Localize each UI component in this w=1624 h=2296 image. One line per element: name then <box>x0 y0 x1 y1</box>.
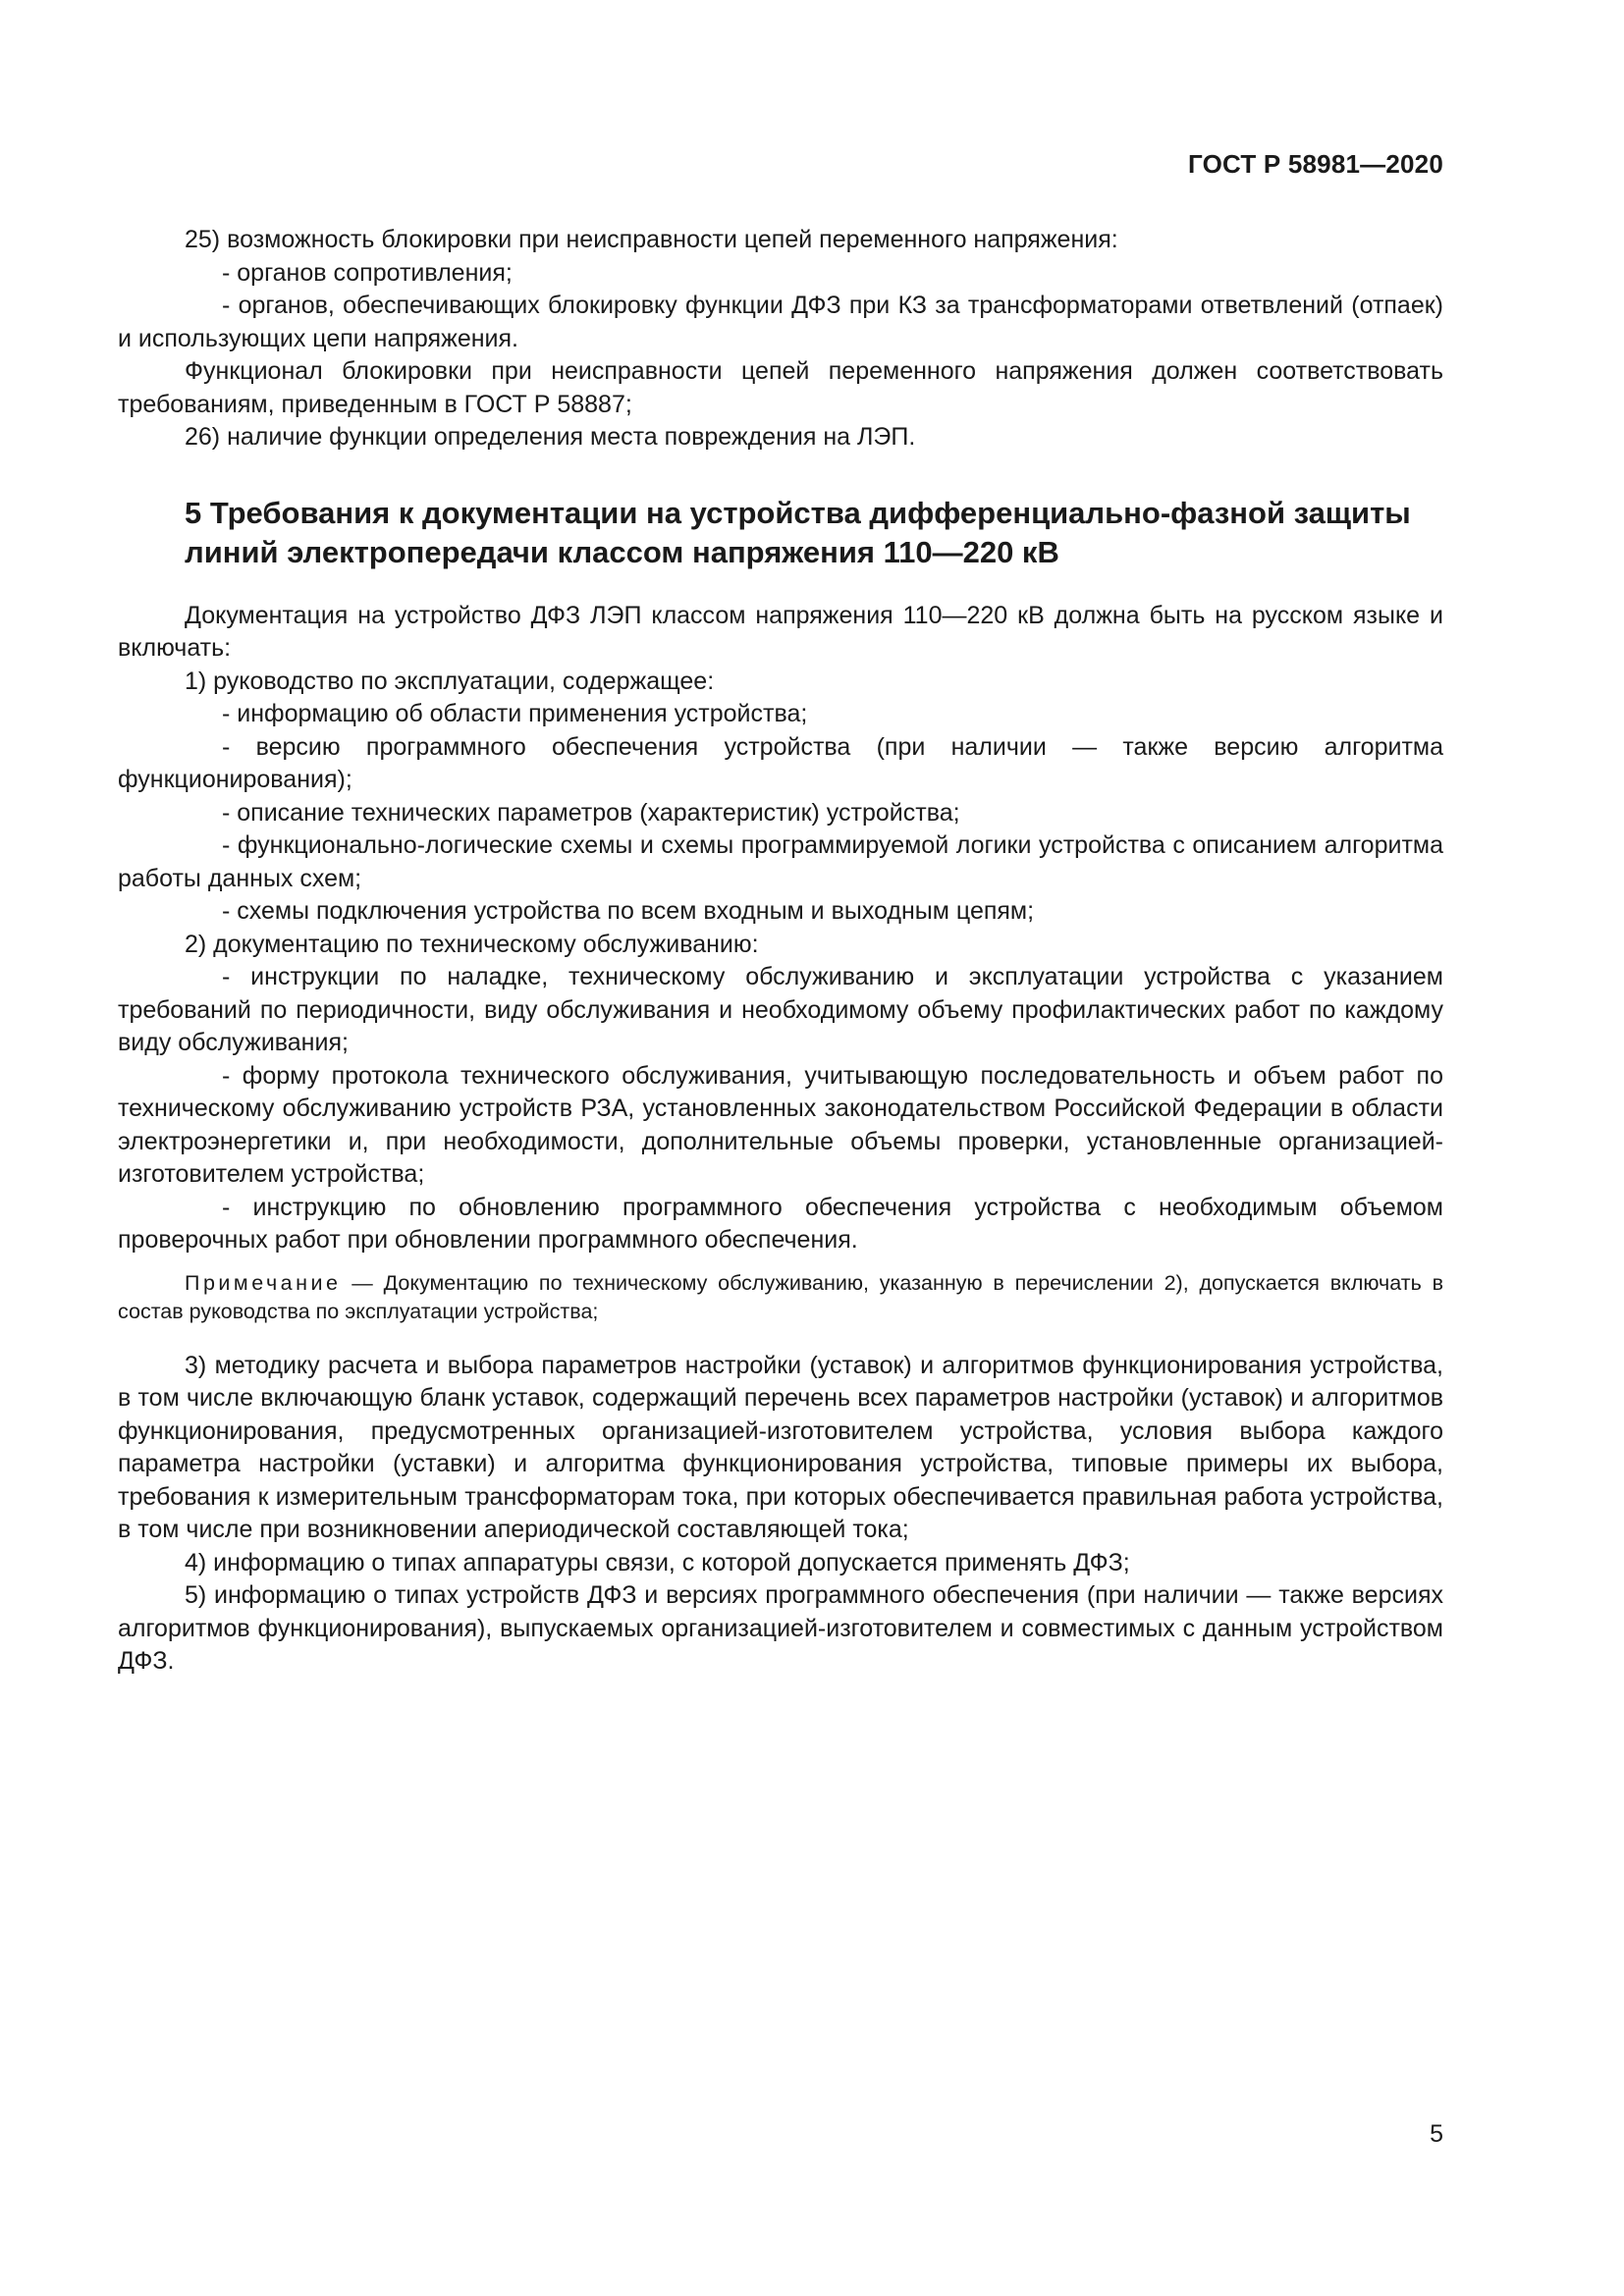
section-5-heading: 5 Требования к документации на устройства дифференциально-фазной защиты линий электропередачи классом напряжения 110—220 кВ <box>185 495 1411 569</box>
sub-item-2-b: - форму протокола технического обслуживания, учитывающую последовательность и объем работ по техническому обслуживанию устройств РЗА, установленных законодательством Российской Федерации в области электроэнергетики и, при необходимости, дополнительные объемы проверки, установленные организацией-изготовителем устройства; <box>118 1061 1443 1188</box>
note-text: — Документацию по техническому обслуживанию, указанную в перечислении 2), допускается включать в состав руководства по эксплуатации устройства; <box>118 1270 1443 1323</box>
note-paragraph <box>118 1269 1443 1326</box>
sub-item-25-a: - органов сопротивления; <box>222 258 513 287</box>
sub-item-1-c: - описание технических параметров (характеристик) устройства; <box>222 798 960 827</box>
list-item-5: 5) информацию о типах устройств ДФЗ и версиях программного обеспечения (при наличии — также версиях алгоритмов функционирования), выпускаемых организацией-изготовителем и совместимых с данным устройством ДФЗ. <box>118 1581 1443 1675</box>
section-5-intro: Документация на устройство ДФЗ ЛЭП классом напряжения 110—220 кВ должна быть на русском языке и включать: <box>118 601 1443 662</box>
page-content <box>118 224 1443 1679</box>
list-item-26: 26) наличие функции определения места повреждения на ЛЭП. <box>185 423 916 451</box>
document-code-header: ГОСТ Р 58981—2020 <box>1188 149 1443 179</box>
list-item-1: 1) руководство по эксплуатации, содержащее: <box>185 667 715 695</box>
list-item-3: 3) методику расчета и выбора параметров настройки (уставок) и алгоритмов функционирования устройства, в том числе включающую бланк уставок, содержащий перечень всех параметров настройки (уставок) и алгоритмов функционирования, предусмотренных организацией-изготовителем устройства, условия выбора каждого параметра настройки (уставки) и алгоритма функционирования устройства, типовые примеры их выбора, требования к измерительным трансформаторам тока, при которых обеспечивается правильная работа устройства, в том числе при возникновении апериодической составляющей тока; <box>118 1351 1443 1543</box>
sub-item-1-d: - функционально-логические схемы и схемы программируемой логики устройства с описанием алгоритма работы данных схем; <box>118 831 1443 892</box>
list-item-2: 2) документацию по техническому обслуживанию: <box>185 930 759 958</box>
list-item-4: 4) информацию о типах аппаратуры связи, с которой допускается применять ДФЗ; <box>185 1548 1130 1576</box>
sub-item-1-e: - схемы подключения устройства по всем входным и выходным цепям; <box>222 897 1035 925</box>
sub-item-1-b: - версию программного обеспечения устройства (при наличии — также версию алгоритма функционирования); <box>118 732 1443 793</box>
sub-item-25-b: - органов, обеспечивающих блокировку функции ДФЗ при КЗ за трансформаторами ответвлений (отпаек) и использующих цепи напряжения. <box>118 292 1443 352</box>
page-number: 5 <box>1430 2120 1443 2148</box>
list-item-25: 25) возможность блокировки при неисправности цепей переменного напряжения: <box>185 226 1118 253</box>
paragraph-blocking-functional: Функционал блокировки при неисправности цепей переменного напряжения должен соответствовать требованиям, приведенным в ГОСТ Р 58887; <box>118 357 1443 418</box>
sub-item-2-a: - инструкции по наладке, техническому обслуживанию и эксплуатации устройства с указанием требований по периодичности, виду обслуживания и необходимому объему профилактических работ по каждому виду обслуживания; <box>118 963 1443 1056</box>
sub-item-2-c: - инструкцию по обновлению программного обеспечения устройства с необходимым объемом проверочных работ при обновлении программного обеспечения. <box>118 1193 1443 1254</box>
sub-item-1-a: - информацию об области применения устройства; <box>222 700 808 727</box>
note-label: Примечание <box>185 1270 342 1295</box>
